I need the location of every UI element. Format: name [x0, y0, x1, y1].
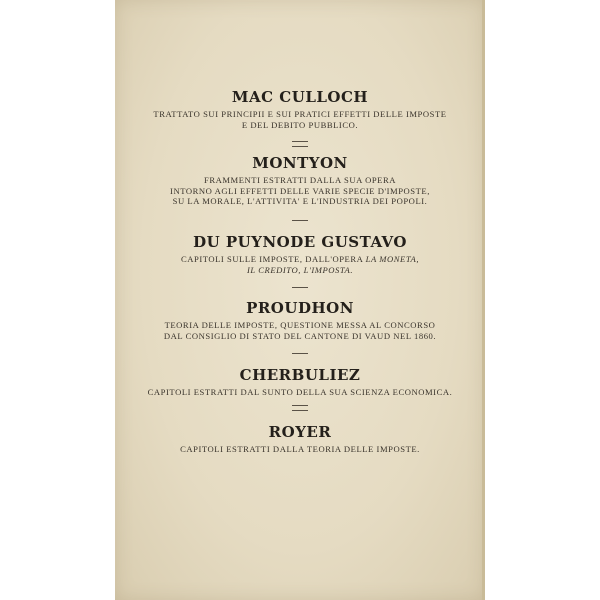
- description-line: TRATTATO SUI PRINCIPII E SUI PRATICI EFFETTI DELLE IMPOSTE: [153, 109, 447, 119]
- author-heading: ROYER: [268, 423, 332, 441]
- italic-title: IL CREDITO, L'IMPOSTA.: [246, 264, 354, 275]
- author-heading: MONTYON: [252, 154, 348, 172]
- section-divider: [292, 287, 308, 288]
- entry-montyon: [115, 154, 485, 207]
- description-line: CAPITOLI ESTRATTI DALLA TEORIA DELLE IMPOSTE.: [180, 444, 420, 454]
- entry-description: [115, 444, 485, 455]
- section-divider: [292, 220, 308, 221]
- author-heading: DU PUYNODE GUSTAVO: [193, 233, 407, 251]
- page-edge: [482, 0, 485, 600]
- description-line: TEORIA DELLE IMPOSTE, QUESTIONE MESSA AL CONCORSO: [164, 320, 436, 330]
- description-line: SU LA MORALE, L'ATTIVITA' E L'INDUSTRIA DEI POPOLI.: [172, 196, 428, 206]
- entry-description: [115, 387, 485, 398]
- description-line: E DEL DEBITO PUBBLICO.: [241, 119, 359, 130]
- entry-description: [115, 254, 485, 275]
- description-line: [115, 254, 485, 265]
- section-divider: [292, 141, 308, 147]
- section-divider: [292, 405, 308, 411]
- book-page: [115, 0, 485, 600]
- description-line: CAPITOLI ESTRATTI DAL SUNTO DELLA SUA SCIENZA ECONOMICA.: [147, 387, 453, 397]
- description-line: FRAMMENTI ESTRATTI DALLA SUA OPERA: [203, 175, 397, 185]
- description-text: CAPITOLI SULLE IMPOSTE, DALL'OPERA: [180, 254, 366, 264]
- entry-description: [115, 175, 485, 207]
- author-heading: PROUDHON: [246, 299, 354, 317]
- entry-cherbuliez: [115, 366, 485, 398]
- entry-description: [115, 109, 485, 130]
- description-line: [115, 265, 485, 276]
- italic-title: LA MONETA,: [365, 254, 420, 264]
- entry-proudhon: [115, 299, 485, 341]
- entry-mac-culloch: [115, 88, 485, 130]
- entry-royer: [115, 423, 485, 455]
- entry-description: [115, 320, 485, 341]
- entry-du-puynode: [115, 233, 485, 275]
- section-divider: [292, 353, 308, 354]
- description-line: INTORNO AGLI EFFETTI DELLE VARIE SPECIE D'IMPOSTE,: [170, 185, 430, 196]
- description-line: DAL CONSIGLIO DI STATO DEL CANTONE DI VAUD NEL 1860.: [163, 330, 437, 341]
- author-heading: CHERBULIEZ: [239, 366, 361, 384]
- author-heading: MAC CULLOCH: [231, 88, 369, 106]
